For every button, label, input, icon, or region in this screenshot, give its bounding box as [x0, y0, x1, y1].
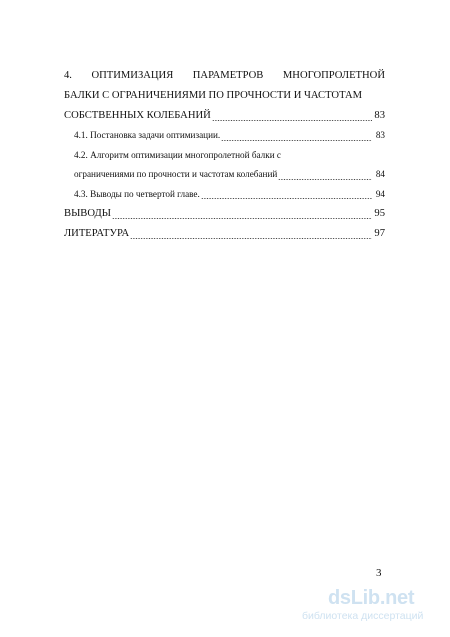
toc-chapter-4-line-1 [64, 66, 385, 86]
page-ref: 83 [375, 130, 385, 140]
toc-section-4-3 [64, 185, 385, 205]
dot-leader [112, 218, 372, 219]
watermark-subtitle: библиотека диссертаций [302, 610, 424, 622]
chapter-title-word: ОПТИМИЗАЦИЯ [91, 70, 174, 81]
toc-section-4-1 [64, 126, 385, 146]
page-number: 3 [376, 567, 382, 579]
section-title: 4.3. Выводы по четвертой главе. [74, 188, 200, 199]
watermark-logo: dsLib.net [328, 587, 415, 609]
page-ref: 94 [375, 188, 385, 199]
watermark [302, 586, 440, 628]
page-ref: 84 [375, 169, 385, 179]
dot-leader [201, 198, 372, 199]
chapter-title-end: СОБСТВЕННЫХ КОЛЕБАНИЙ [64, 110, 211, 121]
page-ref: 95 [374, 208, 385, 219]
section-title: ограничениями по прочности и частотам колебаний [74, 169, 278, 179]
toc-section-4-2-line-1: 4.2. Алгоритм оптимизации многопролетной балки с [74, 149, 282, 160]
entry-title: ВЫВОДЫ [64, 208, 111, 219]
toc-chapter-4-line-2: БАЛКИ С ОГРАНИЧЕНИЯМИ ПО ПРОЧНОСТИ И ЧАСТОТАМ [64, 90, 363, 101]
toc-section-4-2-line-2 [64, 165, 385, 185]
toc-conclusions [64, 204, 385, 224]
toc-literature [64, 224, 385, 244]
page-ref: 97 [374, 228, 385, 239]
chapter-title-word: МНОГОПРОЛЕТНОЙ [282, 70, 385, 81]
dot-leader [221, 140, 372, 141]
dot-leader [212, 120, 372, 121]
chapter-number: 4. [64, 70, 72, 81]
entry-title: ЛИТЕРАТУРА [64, 228, 130, 239]
chapter-title-word: ПАРАМЕТРОВ [192, 70, 264, 81]
table-of-contents [64, 66, 385, 244]
toc-chapter-4-line-3 [64, 106, 385, 126]
dot-leader [278, 179, 372, 180]
section-title: 4.1. Постановка задачи оптимизации. [74, 130, 221, 140]
page-ref: 83 [374, 110, 385, 121]
dot-leader [130, 238, 372, 239]
